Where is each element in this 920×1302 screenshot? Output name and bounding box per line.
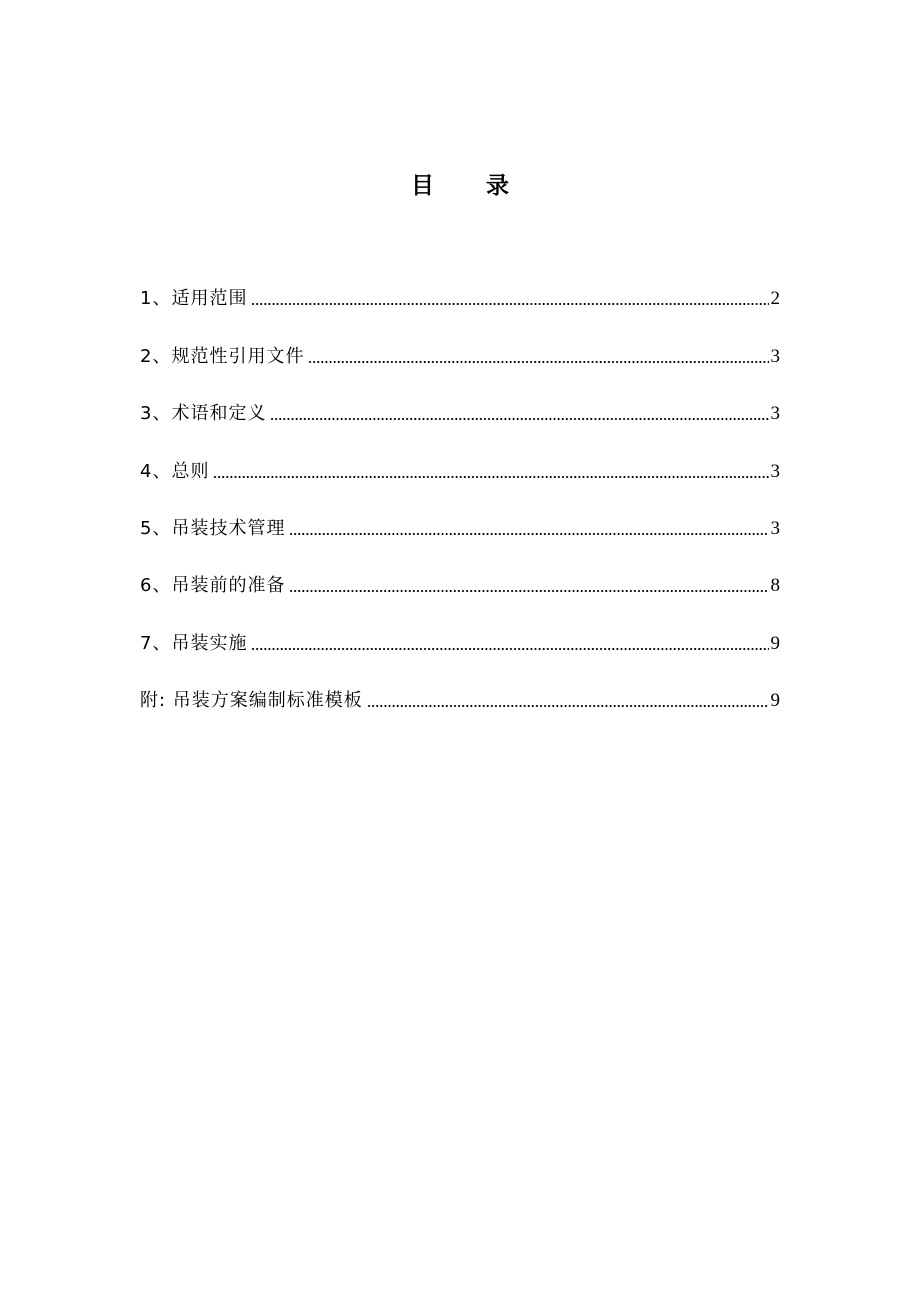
toc-list xyxy=(140,274,780,733)
toc-entry-scope[interactable] xyxy=(140,274,780,331)
toc-dot-leader xyxy=(251,647,768,651)
toc-dot-leader xyxy=(367,704,769,708)
toc-entry-label: 7、吊装实施 xyxy=(140,632,248,654)
toc-entry-label: 4、总则 xyxy=(140,460,210,482)
toc-entry-appendix-template[interactable] xyxy=(140,676,780,733)
toc-entry-label: 6、吊装前的准备 xyxy=(140,575,286,597)
toc-entry-label: 附: 吊装方案编制标准模板 xyxy=(140,690,363,712)
toc-dot-leader xyxy=(289,589,768,593)
toc-dot-leader xyxy=(289,532,768,536)
toc-page-number: 3 xyxy=(770,460,780,482)
toc-title xyxy=(0,168,920,204)
toc-title-char-1: 目 xyxy=(411,173,434,199)
toc-entry-terms-definitions[interactable] xyxy=(140,389,780,446)
toc-dot-leader xyxy=(270,417,768,421)
toc-dot-leader xyxy=(308,360,768,364)
toc-title-char-2: 录 xyxy=(486,173,509,199)
toc-entry-label: 3、术语和定义 xyxy=(140,403,267,425)
toc-page-number: 8 xyxy=(770,575,780,597)
toc-entry-label: 1、适用范围 xyxy=(140,288,248,310)
toc-page-number: 2 xyxy=(770,288,780,310)
toc-entry-pre-lifting-preparation[interactable] xyxy=(140,561,780,618)
toc-entry-lifting-technical-management[interactable] xyxy=(140,504,780,561)
toc-dot-leader xyxy=(213,475,768,479)
toc-page-number: 3 xyxy=(770,403,780,425)
toc-entry-label: 5、吊装技术管理 xyxy=(140,517,286,539)
toc-page-number: 3 xyxy=(770,345,780,367)
toc-entry-lifting-implementation[interactable] xyxy=(140,618,780,675)
toc-entry-label: 2、规范性引用文件 xyxy=(140,345,305,367)
toc-page-number: 9 xyxy=(770,690,780,712)
toc-page-number: 9 xyxy=(770,632,780,654)
toc-entry-normative-references[interactable] xyxy=(140,331,780,388)
toc-page-number: 3 xyxy=(770,517,780,539)
toc-entry-general-principles[interactable] xyxy=(140,446,780,503)
toc-dot-leader xyxy=(251,302,768,306)
